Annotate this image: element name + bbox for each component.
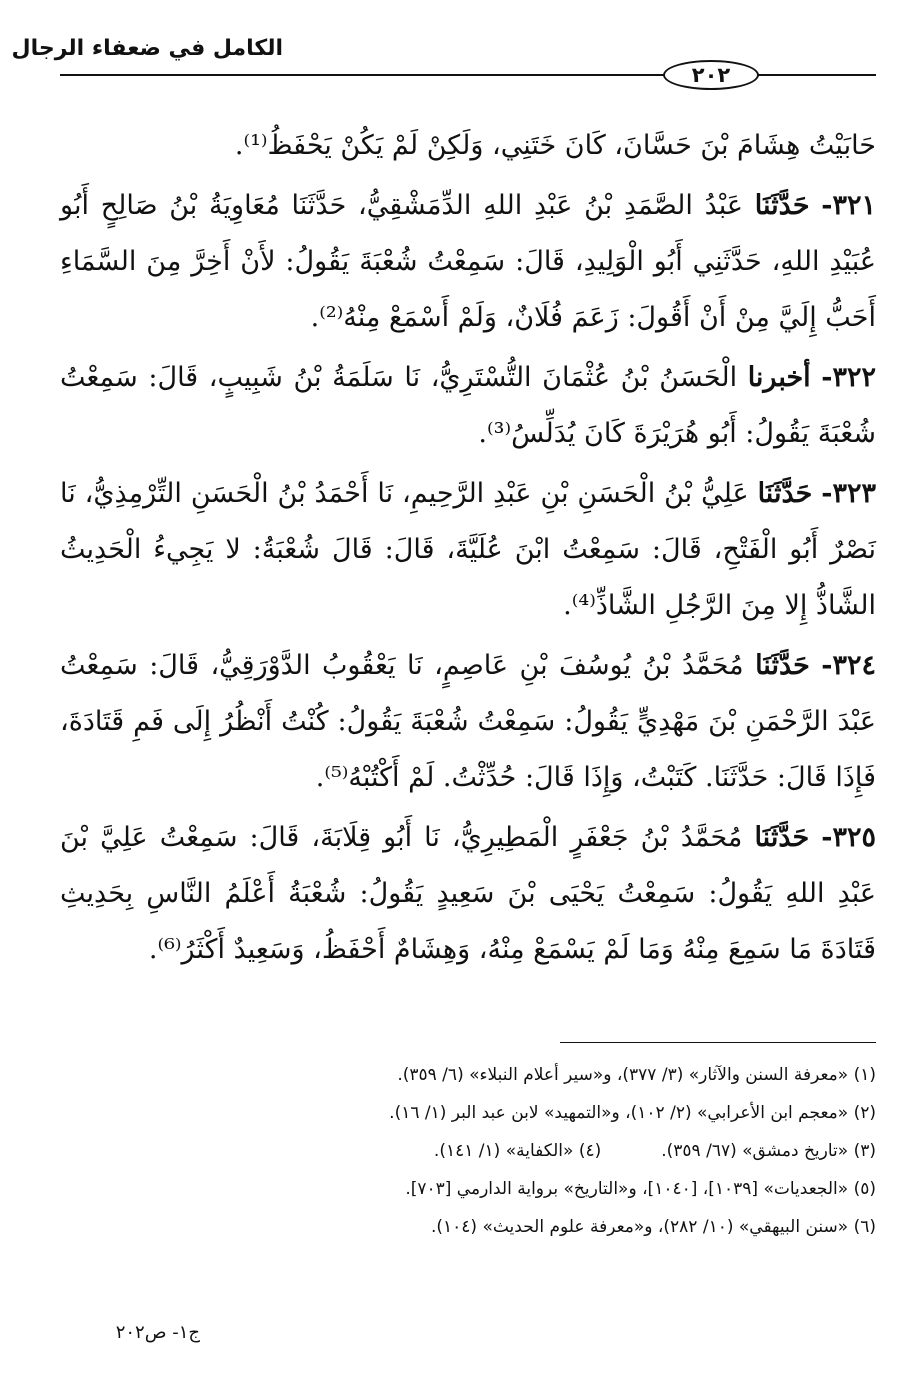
body-text: [60, 118, 876, 982]
footnote-2: (٢) «معجم ابن الأعرابي» (٢/ ١٠٢)، و«التمهيد» لابن عبد البر (١/ ١٦).: [389, 1103, 876, 1123]
hadith-325: [60, 810, 876, 978]
volume-page-reference: ج١- ص٢٠٢: [115, 1322, 200, 1343]
paragraph-text: حَابَيْتُ هِشَامَ بْنَ حَسَّانَ، كَانَ خَتَنِي، وَلَكِنْ لَمْ يَكُنْ يَحْفَظُ⁽¹⁾.: [234, 130, 876, 161]
hadith-text: عَلِيُّ بْنُ الْحَسَنِ بْنِ عَبْدِ الرَّحِيمِ، نَا أَحْمَدُ بْنُ الْحَسَنِ التِّرْمِذِيُّ، نَا نَصْرٌ أَبُو الْفَتْحِ، قَالَ: سَمِعْتُ ابْنَ عُلَيَّةَ، قَالَ: قَالَ شُعْبَةُ: لا يَجِيءُ الْحَدِيثُ الشَّاذُّ إِلا مِنَ الرَّجُلِ الشَّاذِّ⁽⁴⁾.: [60, 478, 876, 621]
footnote-separator: [560, 1042, 876, 1043]
footnote-4: (٤) «الكفاية» (١/ ١٤١).: [433, 1141, 602, 1161]
footnote-1: (١) «معرفة السنن والآثار» (٣/ ٣٧٧)، و«سير أعلام النبلاء» (٦/ ٣٥٩).: [397, 1065, 876, 1085]
hadith-lead: حَدَّثَنَا: [754, 190, 810, 221]
hadith-number: ٣٢٥-: [821, 822, 876, 853]
hadith-text: مُحَمَّدُ بْنُ جَعْفَرٍ الْمَطِيرِيُّ، نَا أَبُو قِلَابَةَ، قَالَ: سَمِعْتُ عَلِيَّ بْنَ عَبْدِ اللهِ يَقُولُ: سَمِعْتُ يَحْيَى بْنَ سَعِيدٍ يَقُولُ: شُعْبَةُ أَعْلَمُ النَّاسِ بِحَدِيثِ قَتَادَةَ مَا سَمِعَ مِنْهُ وَمَا لَمْ يَسْمَعْ مِنْهُ، وَهِشَامٌ أَحْفَظُ، وَسَعِيدٌ أَكْثَرُ⁽⁶⁾.: [60, 822, 876, 965]
hadith-text: عَبْدُ الصَّمَدِ بْنُ عَبْدِ اللهِ الدِّمَشْقِيُّ، حَدَّثَنَا مُعَاوِيَةُ بْنُ صَالِحٍ أَبُو عُبَيْدِ اللهِ، حَدَّثَنِي أَبُو الْوَلِيدِ، قَالَ: سَمِعْتُ شُعْبَةَ يَقُولُ: لأَنْ أَخِرَّ مِنَ السَّمَاءِ أَحَبُّ إِلَيَّ مِنْ أَنْ أَقُولَ: زَعَمَ فُلَانٌ، وَلَمْ أَسْمَعْ مِنْهُ⁽²⁾.: [60, 190, 876, 333]
hadith-number: ٣٢٢-: [821, 362, 876, 393]
hadith-number: ٣٢٤-: [821, 650, 877, 681]
page-number-label: ٢٠٢: [691, 62, 731, 87]
hadith-321: [60, 178, 876, 346]
hadith-lead: حَدَّثَنَا: [755, 650, 810, 681]
hadith-lead: حَدَّثَنَا: [754, 822, 810, 853]
hadith-text: الْحَسَنُ بْنُ عُثْمَانَ التُّسْتَرِيُّ، نَا سَلَمَةُ بْنُ شَبِيبٍ، قَالَ: سَمِعْتُ شُعْبَةَ يَقُولُ: أَبُو هُرَيْرَةَ كَانَ يُدَلِّسُ⁽³⁾.: [60, 362, 876, 449]
hadith-lead: حَدَّثَنَا: [757, 478, 813, 509]
hadith-text: مُحَمَّدُ بْنُ يُوسُفَ بْنِ عَاصِمٍ، نَا يَعْقُوبُ الدَّوْرَقِيُّ، قَالَ: سَمِعْتُ عَبْدَ الرَّحْمَنِ بْنَ مَهْدِيٍّ يَقُولُ: سَمِعْتُ شُعْبَةَ يَقُولُ: كُنْتُ أَنْظُرُ إِلَى فَمِ قَتَادَةَ، فَإِذَا قَالَ: حَدَّثَنَا. كَتَبْتُ، وَإِذَا قَالَ: حُدِّثْتُ. لَمْ أَكْتُبْهُ⁽⁵⁾.: [60, 650, 876, 793]
footnote-row-3-4: [60, 1132, 876, 1170]
hadith-lead: أخبرنا: [747, 362, 811, 393]
hadith-322: [60, 350, 876, 462]
hadith-323: [60, 466, 876, 634]
footnotes: [60, 1056, 876, 1246]
footnote-3: (٣) «تاريخ دمشق» (٦٧/ ٣٥٩).: [661, 1141, 876, 1161]
paragraph: [60, 118, 876, 174]
hadith-number: ٣٢١-: [821, 190, 877, 221]
hadith-number: ٣٢٣-: [821, 478, 876, 509]
hadith-324: [60, 638, 876, 806]
book-title: الكامل في ضعفاء الرجال: [11, 36, 283, 61]
page-number: [663, 60, 759, 90]
footnote-5: (٥) «الجعديات» [١٠٣٩]، [١٠٤٠]، و«التاريخ» برواية الدارمي [٧٠٣].: [405, 1179, 876, 1199]
footnote-6: (٦) «سنن البيهقي» (١٠/ ٢٨٢)، و«معرفة علوم الحديث» (١٠٤).: [430, 1217, 876, 1237]
